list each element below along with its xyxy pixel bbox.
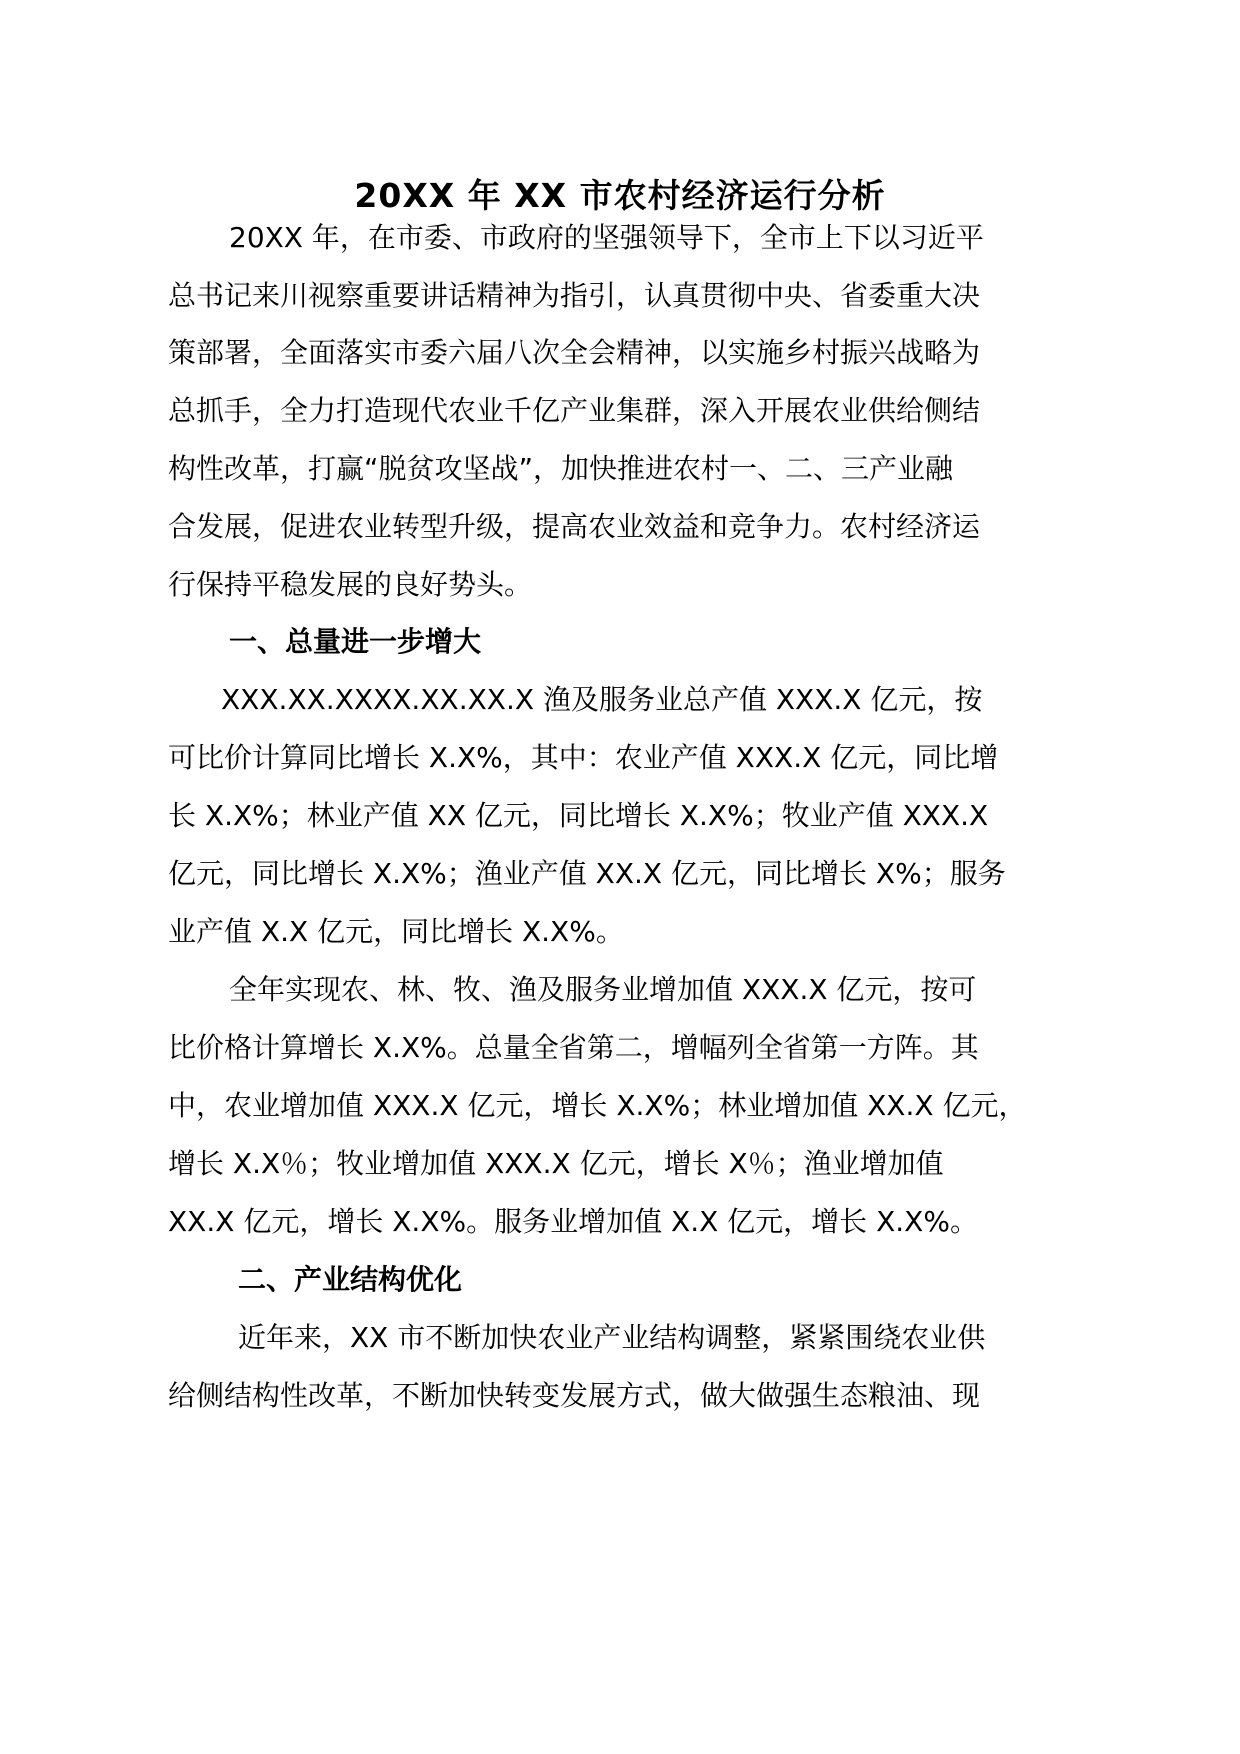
paragraph-line: 长 X.X%；林业产值 XX 亿元，同比增长 X.X%；牧业产值 XXX.X (168, 799, 989, 832)
paragraph-line: 合发展，促进农业转型升级，提高农业效益和竞争力。农村经济运 (168, 510, 981, 543)
paragraph-line: 总书记来川视察重要讲话精神为指引，认真贯彻中央、省委重大决 (168, 279, 981, 312)
paragraph-line: 给侧结构性改革，不断加快转变发展方式，做大做强生态粮油、现 (168, 1379, 981, 1412)
paragraph-line: 构性改革，打赢“脱贫攻坚战”，加快推进农村一、二、三产业融 (168, 452, 954, 485)
paragraph-line: 比价格计算增长 X.X%。总量全省第二，增幅列全省第一方阵。其 (168, 1031, 979, 1064)
paragraph-line: 行保持平稳发展的良好势头。 (168, 568, 533, 601)
section-heading: 一、总量进一步增大 (229, 625, 482, 658)
paragraph-line: 20XX 年，在市委、市政府的坚强领导下，全市上下以习近平 (229, 221, 984, 254)
paragraph-line: 中，农业增加值 XXX.X 亿元，增长 X.X%；林业增加值 XX.X 亿元， (168, 1089, 1027, 1122)
paragraph-line: 增长 X.X％；牧业增加值 XXX.X 亿元，增长 X％；渔业增加值 (168, 1147, 944, 1180)
paragraph-line: XXX.XX.XXXX.XX.XX.X 渔及服务业总产值 XXX.X 亿元，按 (221, 683, 983, 716)
section-heading: 二、产业结构优化 (238, 1263, 463, 1296)
page-title: 20XX 年 XX 市农村经济运行分析 (354, 176, 886, 215)
paragraph-line: 策部署，全面落实市委六届八次全会精神，以实施乡村振兴战略为 (168, 336, 981, 369)
paragraph-line: XX.X 亿元，增长 X.X%。服务业增加值 X.X 亿元，增长 X.X%。 (168, 1205, 978, 1238)
paragraph-line: 全年实现农、林、牧、渔及服务业增加值 XXX.X 亿元，按可 (229, 973, 977, 1006)
paragraph-line: 业产值 X.X 亿元，同比增长 X.X%。 (168, 915, 624, 948)
paragraph-line: 可比价计算同比增长 X.X%，其中：农业产值 XXX.X 亿元，同比增 (168, 741, 999, 774)
paragraph-line: 总抓手，全力打造现代农业千亿产业集群，深入开展农业供给侧结 (168, 394, 981, 427)
paragraph-line: 亿元，同比增长 X.X%；渔业产值 XX.X 亿元，同比增长 X%；服务 (168, 857, 1006, 890)
paragraph-line: 近年来，XX 市不断加快农业产业结构调整，紧紧围绕农业供 (238, 1321, 986, 1354)
